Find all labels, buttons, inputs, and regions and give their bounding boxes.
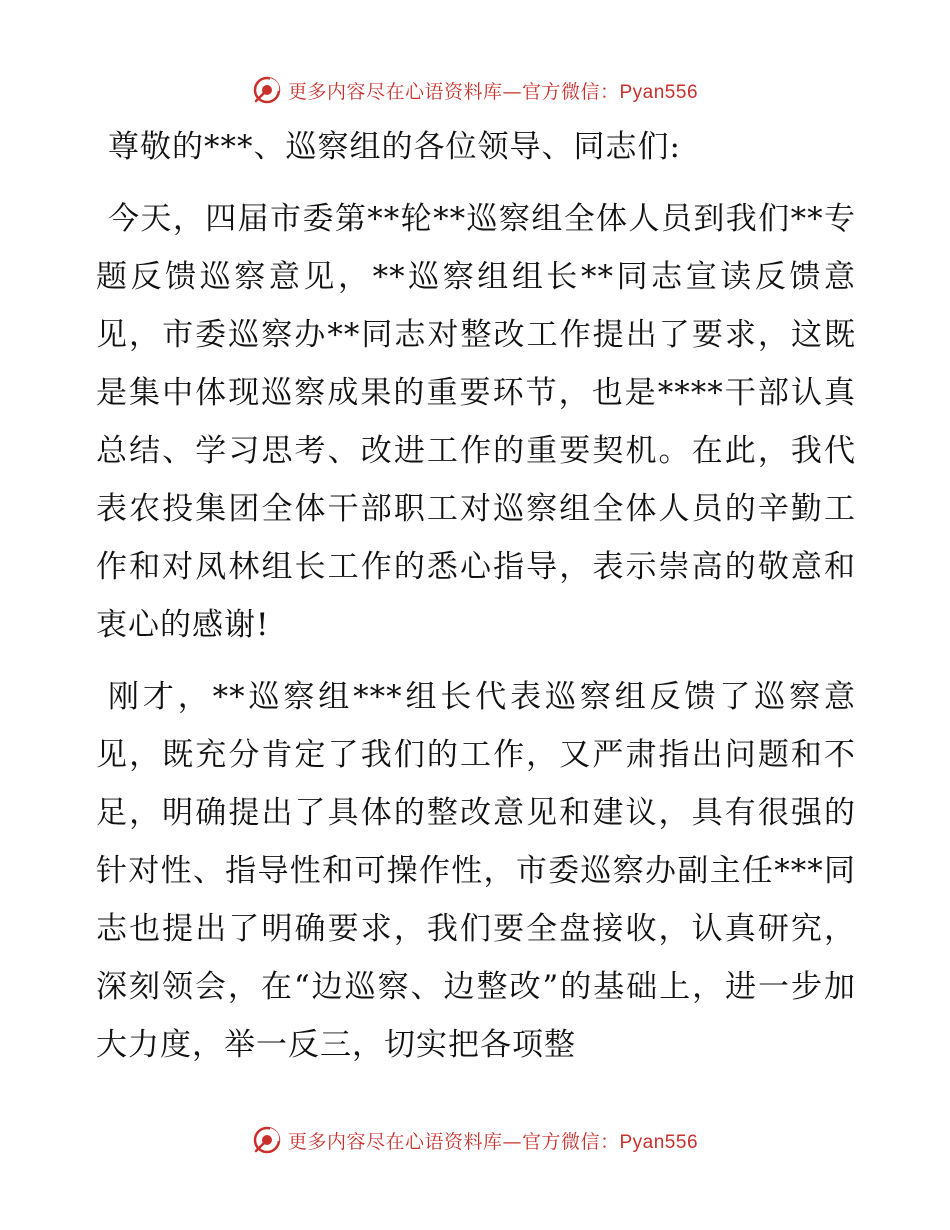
watermark-wechat-handle: Pyan556 xyxy=(619,1131,699,1153)
watermark-text xyxy=(288,77,698,104)
quill-circle-logo-icon xyxy=(252,1125,282,1155)
paragraph-2: 刚才，**巡察组***组长代表巡察组反馈了巡察意见，既充分肯定了我们的工作，又严肃指出问题和不足，明确提出了具体的整改意见和建议，具有很强的针对性、指导性和可操作性，市委巡察办副主任***同志也提出了明确要求，我们要全盘接收，认真研究，深刻领会，在“边巡察、边整改”的基础上，进一步加大力度，举一反三，切实把各项整 xyxy=(96,679,856,1063)
salutation: 尊敬的***、巡察组的各位领导、同志们: xyxy=(108,129,681,165)
watermark-label: 更多内容尽在心语资料库—官方微信： xyxy=(287,1130,620,1153)
paragraph-1: 今天，四届市委第**轮**巡察组全体人员到我们**专题反馈巡察意见，**巡察组组长**同志宣读反馈意见，市委巡察办**同志对整改工作提出了要求，这既是集中体现巡察成果的重要环节，也是****干部认真总结、学习思考、改进工作的重要契机。在此，我代表农投集团全体干部职工对巡察组全体人员的辛勤工作和对凤林组长工作的悉心指导，表示崇高的敬意和衷心的感谢! xyxy=(96,201,856,643)
document-body xyxy=(96,118,856,1088)
header-watermark-banner xyxy=(0,72,950,108)
quill-circle-logo-icon xyxy=(252,75,282,105)
footer-watermark-banner xyxy=(0,1122,950,1158)
watermark-label: 更多内容尽在心语资料库—官方微信： xyxy=(287,80,620,103)
watermark-wechat-handle: Pyan556 xyxy=(619,81,699,103)
watermark-text xyxy=(288,1127,698,1154)
